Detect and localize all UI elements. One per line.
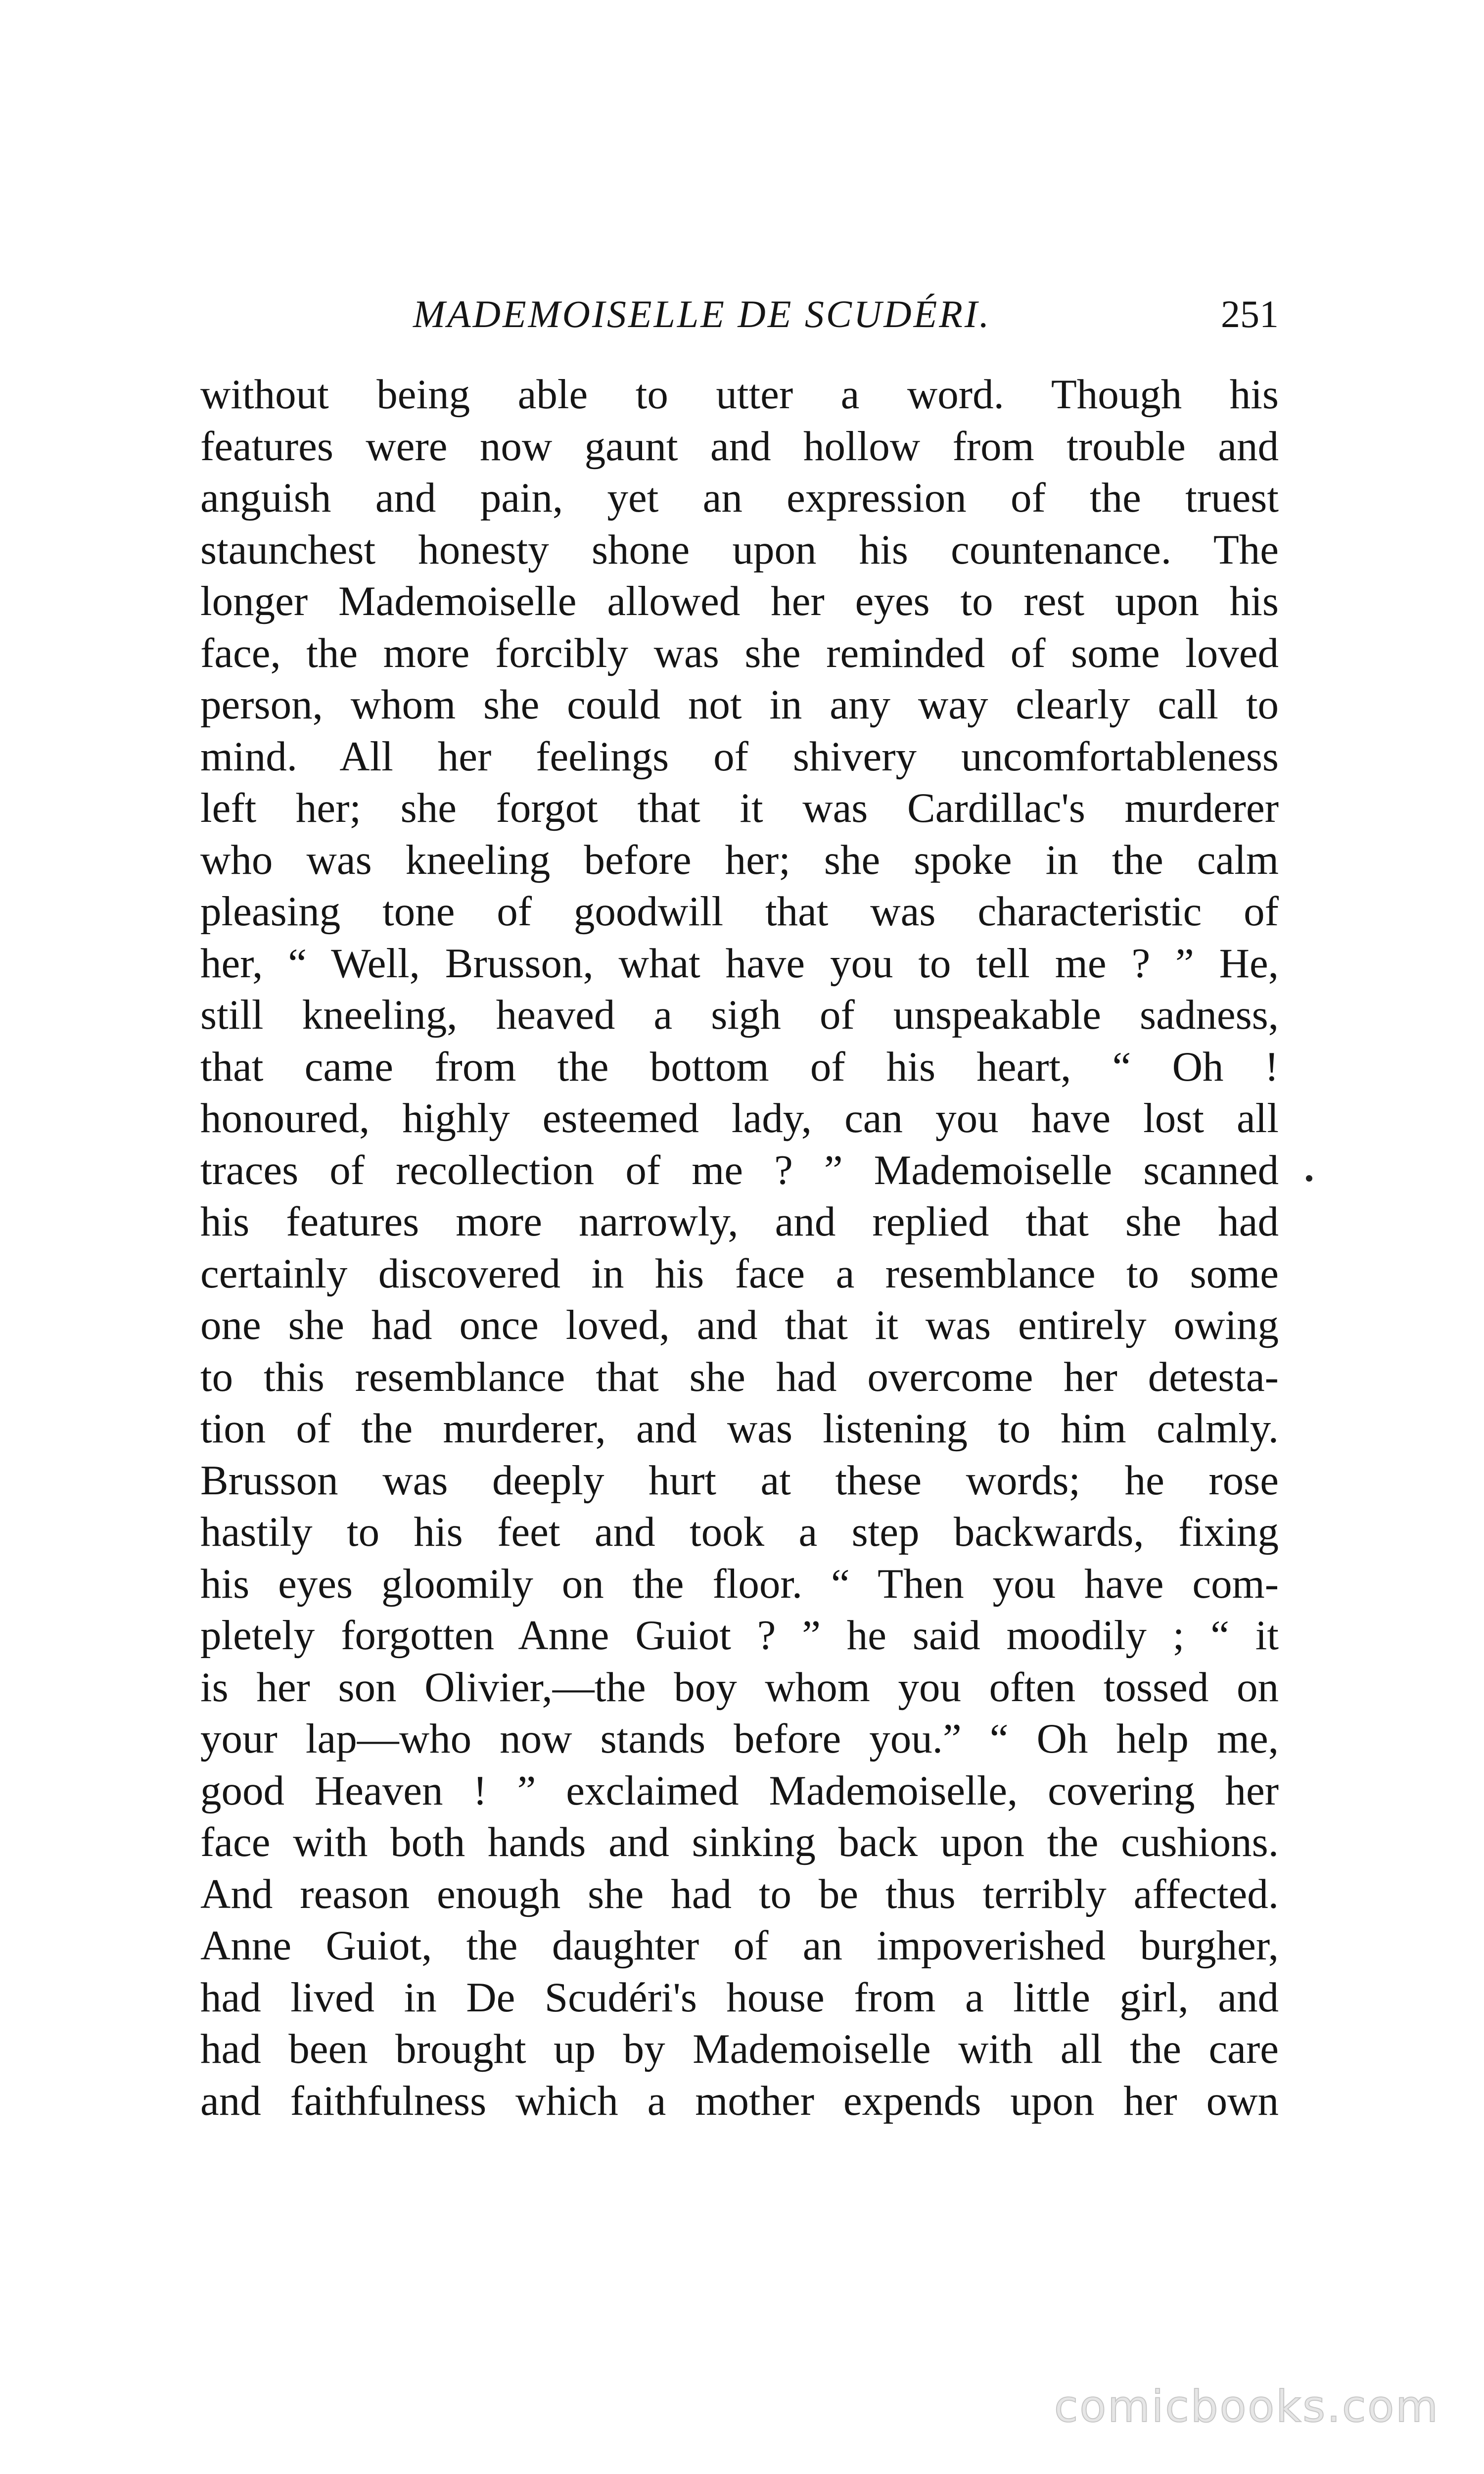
text-line: and faithfulness which a mother expends upon her own	[200, 2077, 1279, 2124]
text-line: Anne Guiot, the daughter of an impoverished burgher,	[200, 1922, 1279, 1969]
text-line: still kneeling, heaved a sigh of unspeakable sadness,	[200, 992, 1279, 1038]
text-line: his features more narrowly, and replied that she had	[200, 1198, 1279, 1245]
text-line: staunchest honesty shone upon his countenance. The	[200, 526, 1279, 573]
text-line: tion of the murderer, and was listening to him calmly.	[200, 1405, 1279, 1452]
text-line: pletely forgotten Anne Guiot ? ” he said moodily ; “ it	[200, 1612, 1279, 1659]
running-head: MADEMOISELLE DE SCUDÉRI.	[413, 292, 991, 335]
text-line: longer Mademoiselle allowed her eyes to rest upon his	[200, 578, 1279, 624]
text-line: your lap—who now stands before you.” “ Oh help me,	[200, 1715, 1279, 1762]
text-line: left her; she forgot that it was Cardillac's murderer	[200, 785, 1279, 831]
text-line: good Heaven ! ” exclaimed Mademoiselle, covering her	[200, 1767, 1279, 1814]
text-line: hastily to his feet and took a step backwards, fixing	[200, 1509, 1279, 1555]
text-line: had lived in De Scudéri's house from a little girl, and	[200, 1974, 1279, 2021]
page-header	[200, 292, 1279, 346]
text-line: Brusson was deeply hurt at these words; he rose	[200, 1457, 1279, 1504]
text-line: anguish and pain, yet an expression of the truest	[200, 475, 1279, 521]
text-line: one she had once loved, and that it was entirely owing	[200, 1302, 1279, 1348]
text-line: to this resemblance that she had overcome her detesta-	[200, 1353, 1279, 1400]
text-line: had been brought up by Mademoiselle with all the care	[200, 2026, 1279, 2072]
text-line: person, whom she could not in any way clearly call to	[200, 681, 1279, 728]
text-line: honoured, highly esteemed lady, can you have lost all	[200, 1095, 1279, 1142]
text-line: traces of recollection of me ? ” Mademoiselle scanned	[200, 1146, 1279, 1193]
text-line: that came from the bottom of his heart, “ Oh !	[200, 1043, 1279, 1090]
text-line: face with both hands and sinking back upon the cushions.	[200, 1819, 1279, 1865]
text-line: is her son Olivier,—the boy whom you often tossed on	[200, 1664, 1279, 1711]
page-number: 251	[1221, 292, 1279, 335]
text-line: features were now gaunt and hollow from trouble and	[200, 423, 1279, 470]
text-line: without being able to utter a word. Though his	[200, 371, 1279, 418]
text-line: face, the more forcibly was she reminded of some loved	[200, 629, 1279, 676]
text-line: his eyes gloomily on the floor. “ Then you have com-	[200, 1560, 1279, 1607]
text-line: her, “ Well, Brusson, what have you to tell me ? ” He,	[200, 940, 1279, 987]
watermark: comicbooks.com	[1054, 2381, 1439, 2432]
margin-dot	[1306, 1175, 1312, 1182]
text-line: And reason enough she had to be thus terribly affected.	[200, 1870, 1279, 1917]
text-line: pleasing tone of goodwill that was characteristic of	[200, 888, 1279, 935]
text-line: who was kneeling before her; she spoke in the calm	[200, 836, 1279, 883]
body-text	[200, 369, 1279, 2127]
text-line: mind. All her feelings of shivery uncomfortableness	[200, 733, 1279, 780]
text-line: certainly discovered in his face a resemblance to some	[200, 1250, 1279, 1297]
